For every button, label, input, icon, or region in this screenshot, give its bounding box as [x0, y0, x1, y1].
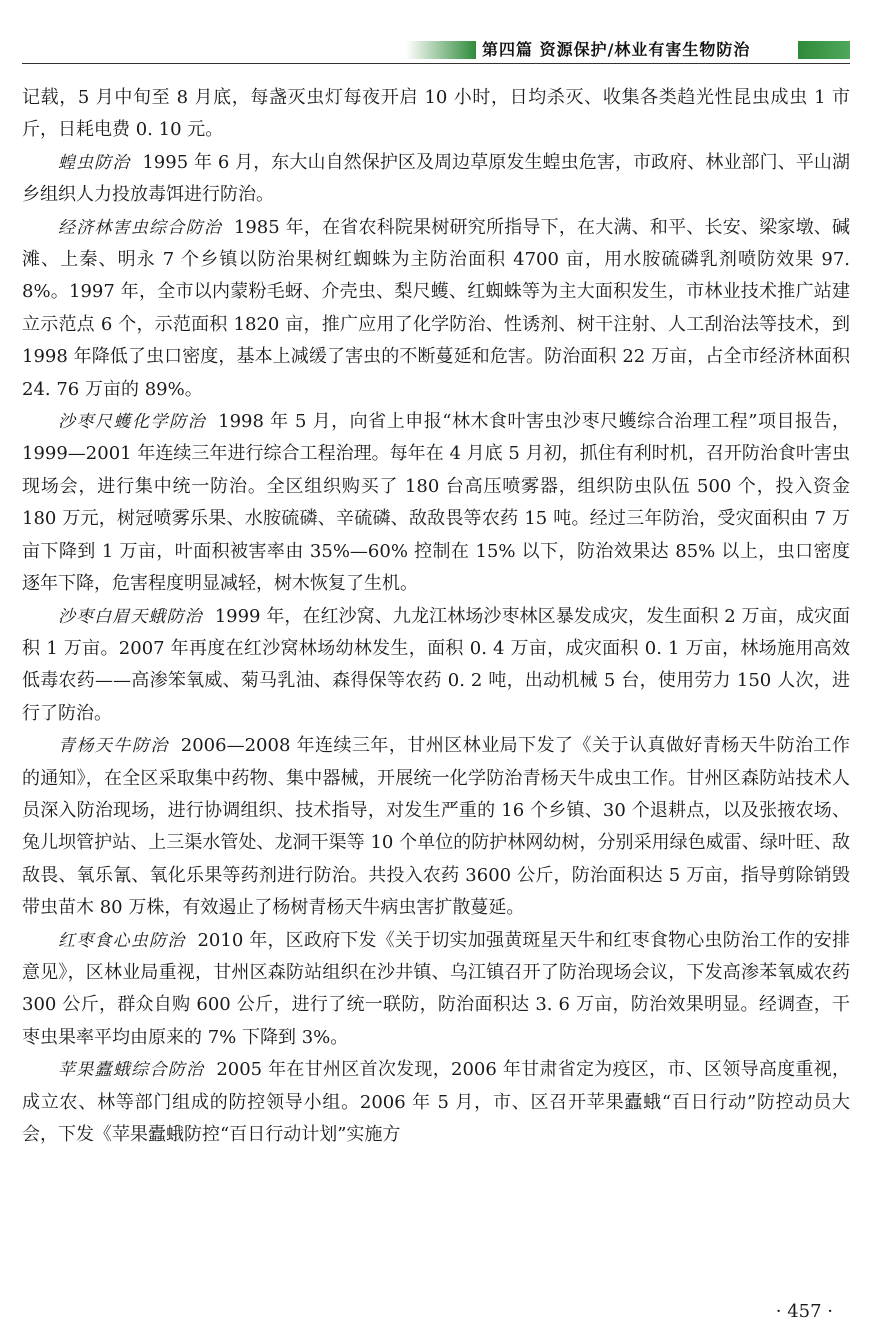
paragraph-text: 2005 年在甘州区首次发现，2006 年甘肃省定为疫区，市、区领导高度重视，成立农、林等部门组成的防控领导小组。2006 年 5 月，市、区召开苹果蠹蛾“百日行动”防控动员大会，下发《苹果蠹蛾防控“百日行动计划”实施方	[22, 1059, 851, 1145]
section-title: 沙枣白眉天蛾防治	[58, 606, 203, 627]
paragraph	[22, 730, 850, 924]
paragraph-text: 1985 年，在省农科院果树研究所指导下，在大满、和平、长安、梁家墩、碱滩、上秦、明永 7 个乡镇以防治果树红蜘蛛为主防治面积 4700 亩，用水胺硫磷乳剂喷防效果 97. 8%。1997 年，全市以内蒙粉毛蚜、介壳虫、梨尺蠖、红蜘蛛等为主大面积发生，市林业技术推广站建立示范点 6 个，示范面积 1820 亩，推广应用了化学防治、性诱剂、树干注射、人工刮治法等技术，到 1998 年降低了虫口密度，基本上减缓了害虫的不断蔓延和危害。防治面积 22 万亩，占全市经济林面积 24. 76 万亩的 89%。	[22, 216, 850, 400]
section-title: 沙枣尺蠖化学防治	[58, 412, 207, 433]
paragraph	[22, 601, 850, 731]
section-title: 苹果蠹蛾综合防治	[58, 1060, 205, 1081]
paragraph	[22, 212, 850, 406]
section-title: 蝗虫防治	[58, 152, 131, 173]
paragraph-text: 2010 年，区政府下发《关于切实加强黄斑星天牛和红枣食物心虫防治工作的安排意见》，区林业局重视，甘州区森防站组织在沙井镇、乌江镇召开了防治现场会议，下发高渗苯氧威农药 300 公斤，群众自购 600 公斤，进行了统一联防，防治面积达 3. 6 万亩，防治效果明显。经调查，干枣虫果率平均由原来的 7% 下降到 3%。	[22, 929, 850, 1048]
paragraph-text: 记载，5 月中旬至 8 月底，每盏灭虫灯每夜开启 10 小时，日均杀灭、收集各类趋光性昆虫成虫 1 市斤，日耗电费 0. 10 元。	[22, 87, 850, 141]
running-header	[22, 40, 850, 62]
section-title: 经济林害虫综合防治	[58, 217, 222, 238]
paragraph	[22, 925, 850, 1055]
paragraph	[22, 82, 850, 147]
body-text	[22, 82, 850, 1151]
paragraph	[22, 147, 850, 212]
paragraph-text: 1998 年 5 月，向省上申报“林木食叶害虫沙枣尺蠖综合治理工程”项目报告，1999—2001 年连续三年进行综合工程治理。每年在 4 月底 5 月初，抓住有利时机，召开防治食叶害虫现场会，进行集中统一防治。全区组织购买了 180 台高压喷雾器，组织防虫队伍 500 个，投入资金 180 万元，树冠喷雾乐果、水胺硫磷、辛硫磷、敌敌畏等农药 15 吨。经过三年防治，受灾面积由 7 万亩下降到 1 万亩，叶面积被害率由 35%—60% 控制在 15% 以下，防治效果达 85% 以上，虫口密度逐年下降，危害程度明显减轻，树木恢复了生机。	[22, 411, 851, 595]
header-rule	[22, 63, 850, 64]
page-number: · 457 ·	[775, 1301, 833, 1322]
paragraph	[22, 1054, 850, 1151]
running-header-title: 第四篇 资源保护/林业有害生物防治	[482, 40, 751, 59]
section-title: 青杨天牛防治	[58, 736, 169, 757]
section-title: 红枣食心虫防治	[58, 930, 186, 951]
paragraph-text: 2006—2008 年连续三年，甘州区林业局下发了《关于认真做好青杨天牛防治工作的通知》，在全区采取集中药物、集中器械，开展统一化学防治青杨天牛成虫工作。甘州区森防站技术人员深入防治现场，进行协调组织、技术指导，对发生严重的 16 个乡镇、30 个退耕点，以及张掖农场、兔儿坝管护站、上三渠水管处、龙洞干渠等 10 个单位的防护林网幼树，分别采用绿色威雷、绿叶旺、敌敌畏、氧乐氰、氧化乐果等药剂进行防治。共投入农药 3600 公斤，防治面积达 5 万亩，指导剪除销毁带虫苗木 80 万株，有效遏止了杨树青杨天牛病虫害扩散蔓延。	[22, 735, 850, 919]
paragraph	[22, 406, 850, 600]
header-left-bar	[406, 41, 476, 59]
paragraph-text: 1999 年，在红沙窝、九龙江林场沙枣林区暴发成灾，发生面积 2 万亩，成灾面积 1 万亩。2007 年再度在红沙窝林场幼林发生，面积 0. 4 万亩，成灾面积 0. 1 万亩，林场施用高效低毒农药——高渗笨氧威、菊马乳油、森得保等农药 0. 2 吨，出动机械 5 台，使用劳力 150 人次，进行了防治。	[22, 605, 850, 724]
paragraph-text: 1995 年 6 月，东大山自然保护区及周边草原发生蝗虫危害，市政府、林业部门、平山湖乡组织人力投放毒饵进行防治。	[22, 151, 850, 206]
header-right-bar	[798, 41, 850, 59]
